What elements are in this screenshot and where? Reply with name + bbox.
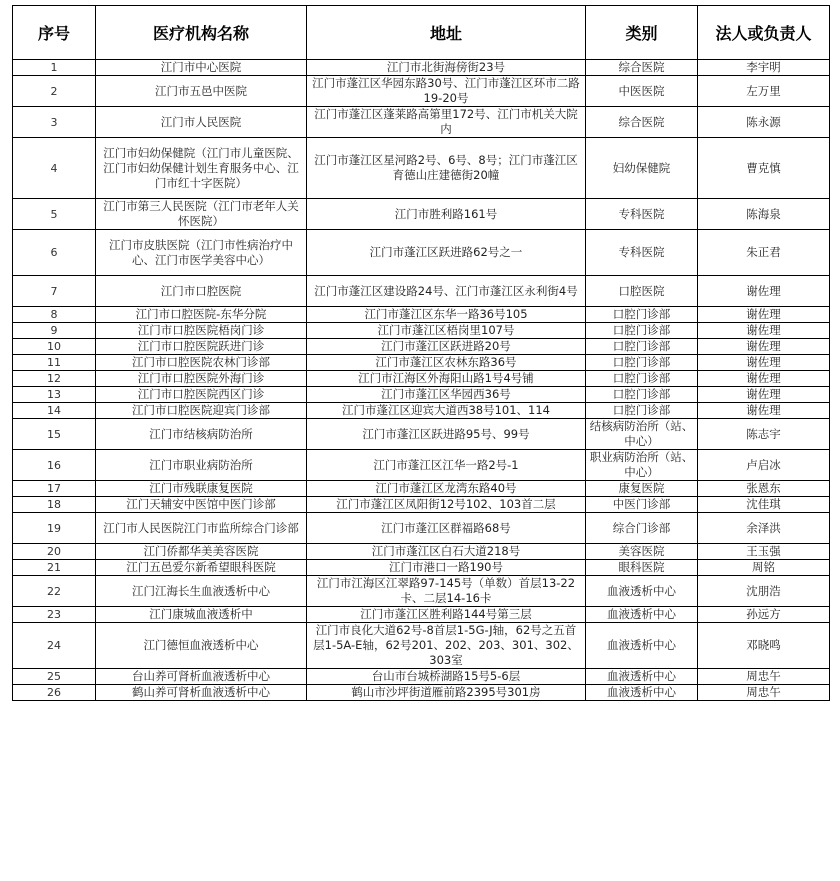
table-row [13,481,830,497]
institution-name-cell: 江门市第三人民医院（江门市老年人关怀医院） [96,199,307,230]
category-cell: 妇幼保健院 [586,138,698,199]
address-cell: 江门市胜利路161号 [307,199,586,230]
legal-representative-cell: 沈佳琪 [698,497,830,513]
institution-name-cell: 江门市口腔医院 [96,276,307,307]
legal-representative-cell: 朱正君 [698,230,830,276]
category-cell: 综合门诊部 [586,513,698,544]
serial-number-cell: 18 [13,497,96,513]
address-cell: 江门市蓬江区胜利路144号第三层 [307,607,586,623]
table-body [13,60,830,701]
legal-representative-cell: 孙远方 [698,607,830,623]
category-cell: 专科医院 [586,230,698,276]
institution-name-cell: 江门市口腔医院西区门诊 [96,387,307,403]
address-cell: 江门市蓬江区龙湾东路40号 [307,481,586,497]
table-row [13,419,830,450]
table-row [13,607,830,623]
legal-representative-cell: 沈朋浩 [698,576,830,607]
institution-name-cell: 江门天辅安中医馆中医门诊部 [96,497,307,513]
institution-name-cell: 江门侨都华美美容医院 [96,544,307,560]
institution-name-cell: 鹤山养可肾析血液透析中心 [96,685,307,701]
serial-number-cell: 2 [13,76,96,107]
table-row [13,276,830,307]
category-cell: 结核病防治所（站、中心） [586,419,698,450]
table-row [13,307,830,323]
serial-number-cell: 5 [13,199,96,230]
serial-number-cell: 8 [13,307,96,323]
address-cell: 江门市蓬江区农林东路36号 [307,355,586,371]
legal-representative-cell: 左万里 [698,76,830,107]
header-legal-representative: 法人或负责人 [698,6,830,60]
serial-number-cell: 23 [13,607,96,623]
address-cell: 江门市蓬江区跃进路95号、99号 [307,419,586,450]
legal-representative-cell: 周忠午 [698,685,830,701]
category-cell: 中医医院 [586,76,698,107]
table-row [13,623,830,669]
address-cell: 江门市江海区外海阳山路1号4号铺 [307,371,586,387]
institution-name-cell: 江门市职业病防治所 [96,450,307,481]
category-cell: 血液透析中心 [586,607,698,623]
legal-representative-cell: 陈志宇 [698,419,830,450]
table-row [13,76,830,107]
medical-institutions-table [12,5,830,701]
category-cell: 口腔门诊部 [586,323,698,339]
serial-number-cell: 3 [13,107,96,138]
header-row [13,6,830,60]
legal-representative-cell: 谢佐理 [698,371,830,387]
legal-representative-cell: 余泽洪 [698,513,830,544]
institution-name-cell: 江门德恒血液透析中心 [96,623,307,669]
category-cell: 口腔医院 [586,276,698,307]
serial-number-cell: 22 [13,576,96,607]
category-cell: 血液透析中心 [586,685,698,701]
legal-representative-cell: 谢佐理 [698,403,830,419]
serial-number-cell: 6 [13,230,96,276]
address-cell: 江门市良化大道62号-8首层1-5G-J轴，62号之五首层1-5A-E轴，62号201、202、203、301、302、303室 [307,623,586,669]
address-cell: 江门市蓬江区凤阳街12号102、103首二层 [307,497,586,513]
table-row [13,513,830,544]
institution-name-cell: 江门市五邑中医院 [96,76,307,107]
legal-representative-cell: 谢佐理 [698,387,830,403]
legal-representative-cell: 谢佐理 [698,355,830,371]
address-cell: 江门市蓬江区星河路2号、6号、8号；江门市蓬江区育德山庄建德街20幢 [307,138,586,199]
serial-number-cell: 1 [13,60,96,76]
institution-name-cell: 江门市中心医院 [96,60,307,76]
header-serial-number: 序号 [13,6,96,60]
table-row [13,230,830,276]
address-cell: 江门市蓬江区迎宾大道西38号101、114 [307,403,586,419]
serial-number-cell: 4 [13,138,96,199]
legal-representative-cell: 周忠午 [698,669,830,685]
serial-number-cell: 13 [13,387,96,403]
institution-name-cell: 江门市口腔医院迎宾门诊部 [96,403,307,419]
institution-name-cell: 江门市口腔医院跃进门诊 [96,339,307,355]
institution-name-cell: 江门市人民医院江门市监所综合门诊部 [96,513,307,544]
category-cell: 康复医院 [586,481,698,497]
table-row [13,138,830,199]
address-cell: 江门市蓬江区华园东路30号、江门市蓬江区环市二路19-20号 [307,76,586,107]
table-row [13,403,830,419]
address-cell: 江门市蓬江区跃进路62号之一 [307,230,586,276]
address-cell: 江门市蓬江区跃进路20号 [307,339,586,355]
legal-representative-cell: 曹克慎 [698,138,830,199]
legal-representative-cell: 卢启冰 [698,450,830,481]
institution-name-cell: 江门市人民医院 [96,107,307,138]
category-cell: 综合医院 [586,107,698,138]
address-cell: 江门市江海区江翠路97-145号（单数）首层13-22卡、二层14-16卡 [307,576,586,607]
header-address: 地址 [307,6,586,60]
serial-number-cell: 26 [13,685,96,701]
legal-representative-cell: 陈永源 [698,107,830,138]
address-cell: 江门市北街海傍街23号 [307,60,586,76]
serial-number-cell: 17 [13,481,96,497]
table-row [13,355,830,371]
address-cell: 江门市蓬江区蓬莱路高第里172号、江门市机关大院内 [307,107,586,138]
table-header [13,6,830,60]
address-cell: 江门市港口一路190号 [307,560,586,576]
address-cell: 江门市蓬江区华园西36号 [307,387,586,403]
institution-name-cell: 江门康城血液透析中 [96,607,307,623]
address-cell: 江门市蓬江区东华一路36号105 [307,307,586,323]
category-cell: 口腔门诊部 [586,307,698,323]
category-cell: 职业病防治所（站、中心） [586,450,698,481]
category-cell: 血液透析中心 [586,576,698,607]
serial-number-cell: 9 [13,323,96,339]
address-cell: 鹤山市沙坪街道雁前路2395号301房 [307,685,586,701]
serial-number-cell: 14 [13,403,96,419]
serial-number-cell: 10 [13,339,96,355]
table-row [13,685,830,701]
table-row [13,544,830,560]
institution-name-cell: 台山养可肾析血液透析中心 [96,669,307,685]
address-cell: 台山市台城桥湖路15号5-6层 [307,669,586,685]
category-cell: 口腔门诊部 [586,403,698,419]
legal-representative-cell: 谢佐理 [698,323,830,339]
legal-representative-cell: 谢佐理 [698,307,830,323]
category-cell: 口腔门诊部 [586,371,698,387]
serial-number-cell: 24 [13,623,96,669]
category-cell: 中医门诊部 [586,497,698,513]
legal-representative-cell: 邓晓鸣 [698,623,830,669]
category-cell: 口腔门诊部 [586,387,698,403]
institution-name-cell: 江门江海长生血液透析中心 [96,576,307,607]
institution-name-cell: 江门市皮肤医院（江门市性病治疗中心、江门市医学美容中心） [96,230,307,276]
institution-name-cell: 江门市口腔医院梧岗门诊 [96,323,307,339]
legal-representative-cell: 李宇明 [698,60,830,76]
legal-representative-cell: 谢佐理 [698,276,830,307]
table-row [13,560,830,576]
serial-number-cell: 25 [13,669,96,685]
legal-representative-cell: 周铭 [698,560,830,576]
table-row [13,576,830,607]
serial-number-cell: 21 [13,560,96,576]
address-cell: 江门市蓬江区江华一路2号-1 [307,450,586,481]
table-row [13,387,830,403]
serial-number-cell: 15 [13,419,96,450]
institution-name-cell: 江门市口腔医院-东华分院 [96,307,307,323]
legal-representative-cell: 王玉强 [698,544,830,560]
legal-representative-cell: 谢佐理 [698,339,830,355]
address-cell: 江门市蓬江区白石大道218号 [307,544,586,560]
table-row [13,199,830,230]
header-institution-name: 医疗机构名称 [96,6,307,60]
category-cell: 血液透析中心 [586,623,698,669]
institution-name-cell: 江门市口腔医院外海门诊 [96,371,307,387]
table-row [13,60,830,76]
address-cell: 江门市蓬江区建设路24号、江门市蓬江区永利街4号 [307,276,586,307]
institution-name-cell: 江门市妇幼保健院（江门市儿童医院、江门市妇幼保健计划生育服务中心、江门市红十字医院） [96,138,307,199]
serial-number-cell: 11 [13,355,96,371]
serial-number-cell: 12 [13,371,96,387]
legal-representative-cell: 张恩东 [698,481,830,497]
table-row [13,371,830,387]
category-cell: 血液透析中心 [586,669,698,685]
institution-name-cell: 江门市口腔医院农林门诊部 [96,355,307,371]
category-cell: 专科医院 [586,199,698,230]
serial-number-cell: 19 [13,513,96,544]
address-cell: 江门市蓬江区群福路68号 [307,513,586,544]
category-cell: 口腔门诊部 [586,339,698,355]
serial-number-cell: 16 [13,450,96,481]
institution-name-cell: 江门市残联康复医院 [96,481,307,497]
table-row [13,323,830,339]
table-row [13,669,830,685]
serial-number-cell: 7 [13,276,96,307]
table-row [13,107,830,138]
address-cell: 江门市蓬江区梧岗里107号 [307,323,586,339]
table-row [13,339,830,355]
category-cell: 眼科医院 [586,560,698,576]
header-category: 类别 [586,6,698,60]
institution-name-cell: 江门五邑爱尔新希望眼科医院 [96,560,307,576]
category-cell: 美容医院 [586,544,698,560]
legal-representative-cell: 陈海泉 [698,199,830,230]
table-row [13,497,830,513]
category-cell: 口腔门诊部 [586,355,698,371]
institution-name-cell: 江门市结核病防治所 [96,419,307,450]
serial-number-cell: 20 [13,544,96,560]
category-cell: 综合医院 [586,60,698,76]
table-row [13,450,830,481]
